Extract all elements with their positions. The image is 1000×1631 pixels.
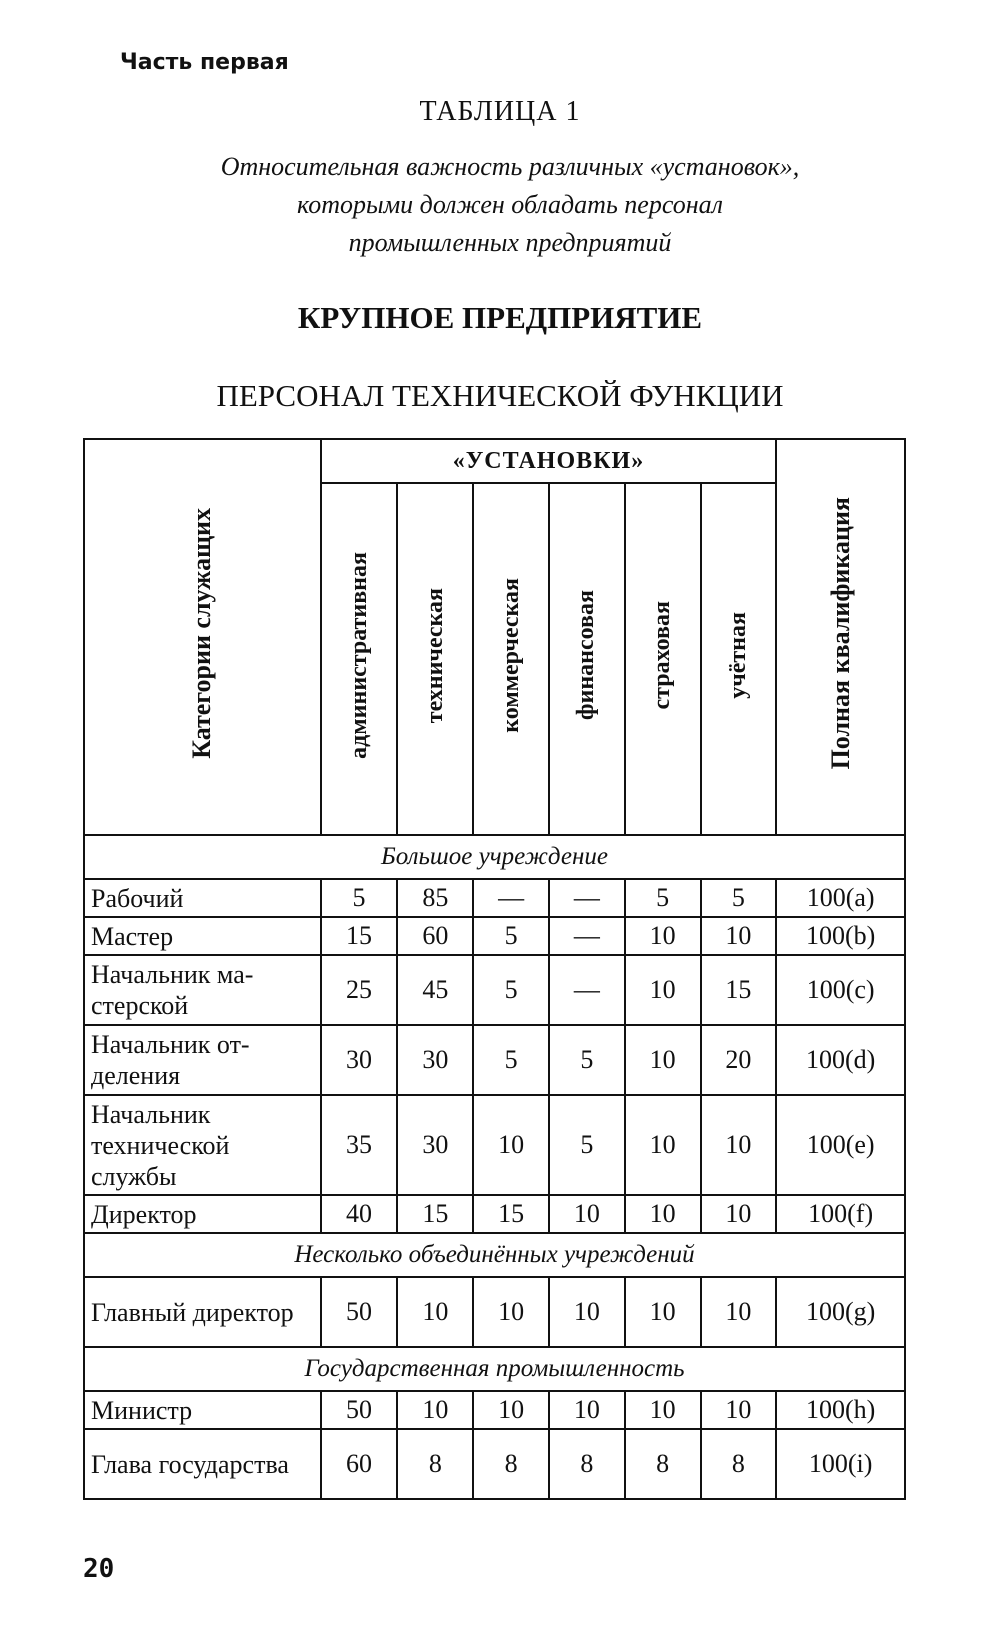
group-header: «УСТАНОВКИ» <box>321 439 777 483</box>
total-header-label: Полная квалификация <box>825 497 855 770</box>
table-row <box>84 1277 905 1347</box>
value-cell: 35 <box>321 1095 398 1195</box>
value-cell: 5 <box>473 917 549 955</box>
column-header-label: техническая <box>421 587 448 724</box>
total-cell: 100(e) <box>776 1095 905 1195</box>
value-cell: 10 <box>473 1277 549 1347</box>
value-cell: 15 <box>397 1195 473 1233</box>
value-cell: 15 <box>473 1195 549 1233</box>
total-cell: 100(f) <box>776 1195 905 1233</box>
value-cell: 10 <box>397 1391 473 1429</box>
value-cell: 8 <box>701 1429 777 1499</box>
category-cell: Глава государства <box>84 1429 321 1499</box>
category-cell: Главный директор <box>84 1277 321 1347</box>
value-cell: 8 <box>625 1429 701 1499</box>
value-cell: 8 <box>473 1429 549 1499</box>
column-header <box>549 483 625 835</box>
category-cell: Министр <box>84 1391 321 1429</box>
value-cell: 5 <box>473 1025 549 1095</box>
value-cell: 40 <box>321 1195 398 1233</box>
category-cell: Начальник ма-стерской <box>84 955 321 1025</box>
table-caption <box>150 148 870 262</box>
section-title-cell: Большое учреждение <box>84 835 905 879</box>
column-header <box>397 483 473 835</box>
value-cell: 8 <box>397 1429 473 1499</box>
table-row <box>84 1025 905 1095</box>
value-cell: 10 <box>701 1277 777 1347</box>
table-row <box>84 879 905 917</box>
subsection-title: ПЕРСОНАЛ ТЕХНИЧЕСКОЙ ФУНКЦИИ <box>216 378 784 413</box>
value-cell: 30 <box>321 1025 398 1095</box>
value-cell: 10 <box>625 917 701 955</box>
value-cell: 5 <box>321 879 398 917</box>
table-number: ТАБЛИЦА 1 <box>419 96 581 127</box>
value-cell: 10 <box>473 1391 549 1429</box>
column-header-label: административная <box>345 552 372 759</box>
table-body <box>84 835 905 1499</box>
category-cell: Начальник от-деления <box>84 1025 321 1095</box>
caption-line: промышленных предприятий <box>348 228 672 257</box>
value-cell: 50 <box>321 1391 398 1429</box>
value-cell: 60 <box>397 917 473 955</box>
value-cell: 85 <box>397 879 473 917</box>
value-cell: 10 <box>701 1095 777 1195</box>
value-cell: 5 <box>473 955 549 1025</box>
column-header <box>701 483 777 835</box>
value-cell: 10 <box>549 1277 625 1347</box>
table-row <box>84 1095 905 1195</box>
table-row <box>84 1195 905 1233</box>
value-cell: — <box>549 955 625 1025</box>
total-cell: 100(g) <box>776 1277 905 1347</box>
value-cell: 30 <box>397 1095 473 1195</box>
category-cell: Мастер <box>84 917 321 955</box>
section-row <box>84 1233 905 1277</box>
total-cell: 100(a) <box>776 879 905 917</box>
total-cell: 100(b) <box>776 917 905 955</box>
value-cell: 5 <box>549 1095 625 1195</box>
value-cell: 10 <box>625 1025 701 1095</box>
category-header <box>84 439 321 835</box>
column-header <box>625 483 701 835</box>
section-title: КРУПНОЕ ПРЕДПРИЯТИЕ <box>297 300 703 335</box>
value-cell: 10 <box>625 1095 701 1195</box>
total-cell: 100(c) <box>776 955 905 1025</box>
value-cell: — <box>549 879 625 917</box>
value-cell: 50 <box>321 1277 398 1347</box>
value-cell: 10 <box>397 1277 473 1347</box>
column-header <box>321 483 398 835</box>
value-cell: 5 <box>549 1025 625 1095</box>
value-cell: 20 <box>701 1025 777 1095</box>
table-row <box>84 955 905 1025</box>
value-cell: 5 <box>701 879 777 917</box>
section-title-cell: Несколько объединённых учреждений <box>84 1233 905 1277</box>
value-cell: 10 <box>701 1195 777 1233</box>
page-number: 20 <box>83 1554 115 1584</box>
column-header <box>473 483 549 835</box>
column-header-label: учётная <box>724 612 751 699</box>
table-row <box>84 1391 905 1429</box>
caption-line: Относительная важность различных «установок», <box>220 152 800 181</box>
value-cell: 8 <box>549 1429 625 1499</box>
column-header-label: коммерческая <box>497 578 524 733</box>
value-cell: 45 <box>397 955 473 1025</box>
table-row <box>84 1429 905 1499</box>
caption-line: которыми должен обладать персонал <box>297 190 723 219</box>
value-cell: 10 <box>549 1391 625 1429</box>
value-cell: — <box>549 917 625 955</box>
total-cell: 100(d) <box>776 1025 905 1095</box>
total-cell: 100(i) <box>776 1429 905 1499</box>
category-cell: Рабочий <box>84 879 321 917</box>
value-cell: 30 <box>397 1025 473 1095</box>
value-cell: 15 <box>321 917 398 955</box>
column-header-label: финансовая <box>573 590 600 721</box>
value-cell: 10 <box>625 1391 701 1429</box>
section-title-cell: Государственная промышленность <box>84 1347 905 1391</box>
running-head: Часть первая <box>120 50 289 75</box>
category-cell: Директор <box>84 1195 321 1233</box>
value-cell: 15 <box>701 955 777 1025</box>
total-header <box>776 439 905 835</box>
section-row <box>84 835 905 879</box>
value-cell: 10 <box>625 1195 701 1233</box>
value-cell: 5 <box>625 879 701 917</box>
category-cell: Начальник технической службы <box>84 1095 321 1195</box>
value-cell: 25 <box>321 955 398 1025</box>
value-cell: 10 <box>701 1391 777 1429</box>
category-header-label: Категории служащих <box>187 508 217 759</box>
value-cell: 10 <box>473 1095 549 1195</box>
value-cell: — <box>473 879 549 917</box>
section-row <box>84 1347 905 1391</box>
column-header-label: страховая <box>649 601 676 710</box>
total-cell: 100(h) <box>776 1391 905 1429</box>
value-cell: 10 <box>701 917 777 955</box>
data-table <box>83 438 906 1500</box>
value-cell: 10 <box>625 955 701 1025</box>
value-cell: 10 <box>625 1277 701 1347</box>
value-cell: 10 <box>549 1195 625 1233</box>
table-row <box>84 917 905 955</box>
value-cell: 60 <box>321 1429 398 1499</box>
